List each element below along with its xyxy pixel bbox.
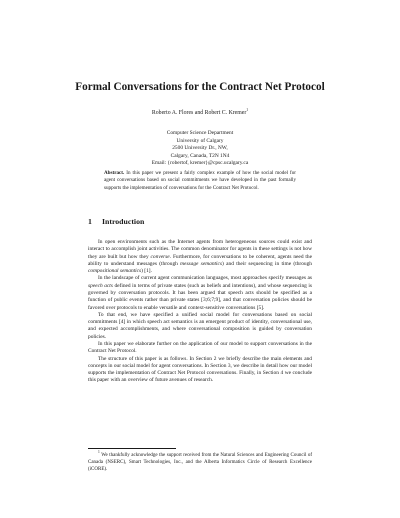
authors: Roberto A. Flores and Robert C. Kremer	[151, 110, 247, 116]
paragraph-text: To that end, we have specified a unified social model for conversations based on social commitments [4] in which speech act semantics is an emergent product of identity, conversational use, and expected accomplishments, and where conversational composition is guided by conversation policies.	[88, 311, 312, 340]
affiliation-email: Email: {robertof, kremer}@cpsc.ucalgary.ca	[151, 160, 249, 167]
body-paragraph	[88, 341, 312, 356]
paper-title: Formal Conversations for the Contract Net Protocol	[75, 81, 325, 93]
abstract-text: In this paper we present a fairly complex example of how the social model for agent conversations based on social commitments we have developed in the past formally supports the implementation of conversations for the Contract Net Protocol.	[104, 170, 296, 191]
body-paragraph	[88, 356, 312, 385]
author-line	[40, 110, 360, 117]
affiliation-line: University of Calgary	[176, 137, 224, 144]
paragraph-text: In this paper we elaborate further on the application of our model to support conversations in the Contract Net Protocol.	[88, 340, 312, 355]
paragraph-text: defined in terms of private states (such as beliefs and intentions), and whose sequencing is governed by conversation protocols. It has been argued that speech acts should be specified as a function of public events rather than private states [3;6;7;9], and that conversation policies should be favored over protocols to enable versatile and context-sensitive conversations [5].	[88, 282, 313, 311]
emphasis-text: message semantics	[180, 260, 223, 267]
author-footnote-mark: 1	[246, 108, 249, 112]
body-paragraph	[88, 239, 312, 275]
emphasis-text: speech acts	[88, 282, 113, 289]
paragraph-text: In open environments such as the Internet agents from heterogeneous sources could exist and interact to accomplish joint activities. The common denominator for agents in these settings is not how they are built but how they	[88, 239, 312, 260]
affiliation-line: Calgary, Canada, T2N 1N4	[170, 152, 230, 159]
paragraph-text: In the landscape of current agent communication languages, most approaches specify messages as	[98, 275, 312, 282]
abstract-label: Abstract.	[104, 170, 125, 176]
affiliation-line: 2500 University Dr., NW,	[172, 145, 228, 152]
abstract	[104, 170, 296, 192]
section-heading	[88, 217, 144, 227]
emphasis-text: converse	[150, 253, 170, 260]
footnote	[88, 452, 312, 474]
footnote-text: We thankfully acknowledge the support received from the Natural Sciences and Engineering Council of Canada (NSERC), Smart Technologies, Inc., and the Alberta Informatics Circle of Research Excellence (iCORE).	[88, 453, 312, 473]
body-text	[88, 239, 312, 385]
body-paragraph	[88, 312, 312, 341]
affiliation-line: Computer Science Department	[166, 130, 234, 136]
footnote-mark: 1	[98, 450, 100, 454]
paragraph-text: ) [1].	[141, 268, 152, 275]
affiliation	[40, 130, 360, 168]
paragraph-text: ) and their sequencing in time (through	[222, 260, 312, 267]
paragraph-text: . Furthermore, for conversations to be coherent, agents need the ability to understand messages (through	[88, 253, 312, 267]
paragraph-text: The structure of this paper is as follows. In Section 2 we briefly describe the main elements and concepts in our social model for agent conversations. In Section 3, we describe in detail how our model supports the implementation of Contract Net Protocol conversations. Finally, in Section 4 we conclude this paper with an overview of future avenues of research.	[88, 355, 312, 384]
body-paragraph	[88, 275, 312, 311]
section-number: 1	[88, 217, 92, 226]
emphasis-text: compositional semantics	[88, 268, 142, 275]
section-title: Introduction	[102, 217, 145, 226]
footnote-rule	[88, 448, 176, 449]
